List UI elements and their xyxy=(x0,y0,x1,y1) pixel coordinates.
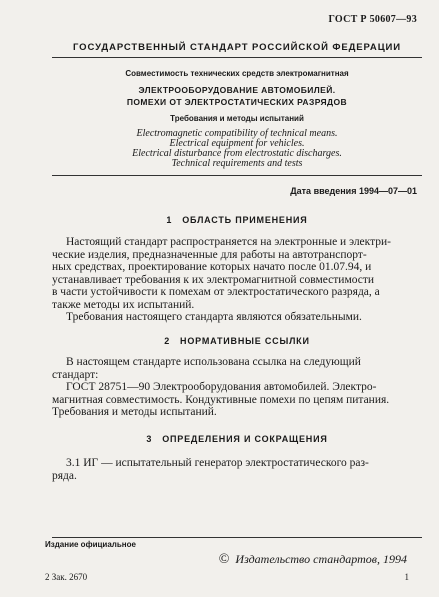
section-title: НОРМАТИВНЫЕ ССЫЛКИ xyxy=(180,336,310,346)
publisher-text: Издательство стандартов, 1994 xyxy=(235,552,407,566)
standard-title-line-2: ПОМЕХИ ОТ ЭЛЕКТРОСТАТИЧЕСКИХ РАЗРЯДОВ xyxy=(126,97,348,107)
standard-subtitle: Совместимость технических средств электромагнитная xyxy=(125,69,349,78)
text-line: в части устойчивости к помехам от электростатического разряда, а xyxy=(52,286,380,298)
text-line: 3.1 ИГ — испытательный генератор электростатического раз- xyxy=(66,457,369,469)
section-number: 1 xyxy=(166,215,173,225)
text-line: ГОСТ 28751—90 Электрооборудования автомобилей. Электро- xyxy=(66,381,377,393)
text-line: также методы их испытаний. xyxy=(52,298,195,311)
top-rule xyxy=(52,57,422,58)
english-title-line-2: Electrical equipment for vehicles. xyxy=(169,138,305,149)
text-line: Настоящий стандарт распространяется на электронные и электри- xyxy=(66,236,391,248)
section-number: 3 xyxy=(146,434,153,444)
standard-methods-line: Требования и методы испытаний xyxy=(170,114,304,123)
section-number: 2 xyxy=(164,336,171,346)
gost-number: ГОСТ Р 50607—93 xyxy=(328,14,417,25)
text-line: ных средствах, проектирование которых начато после 01.07.94, и xyxy=(52,261,372,273)
english-title-line-3: Electrical disturbance from electrostatic discharges. xyxy=(132,148,342,159)
page-number: 1 xyxy=(404,572,409,582)
section-title: ОБЛАСТЬ ПРИМЕНЕНИЯ xyxy=(182,215,308,225)
section-1-heading xyxy=(52,215,422,225)
section-3-body xyxy=(52,457,422,482)
text-line: Требования и методы испытаний. xyxy=(52,406,217,418)
section-2-body xyxy=(52,356,422,419)
english-title-line-4: Technical requirements and tests xyxy=(171,158,303,169)
bottom-rule xyxy=(52,537,422,538)
copyright-icon: © xyxy=(218,552,230,567)
english-title-line-1: Electromagnetic compatibility of technical means. xyxy=(136,128,338,139)
middle-rule xyxy=(52,175,422,176)
section-1-body xyxy=(52,236,422,324)
text-line: Требования настоящего стандарта являются обязательными. xyxy=(66,311,362,323)
text-line: устанавливает требования к их электромагнитной совместимости xyxy=(52,273,375,286)
text-line: В настоящем стандарте использована ссылка на следующий xyxy=(66,356,361,368)
standard-title-line-1: ЭЛЕКТРООБОРУДОВАНИЕ АВТОМОБИЛЕЙ. xyxy=(138,85,336,95)
section-title: ОПРЕДЕЛЕНИЯ И СОКРАЩЕНИЯ xyxy=(162,434,328,444)
order-number: 2 Зак. 2670 xyxy=(45,572,88,582)
state-standard-heading: ГОСУДАРСТВЕННЫЙ СТАНДАРТ РОССИЙСКОЙ ФЕДЕРАЦИИ xyxy=(73,42,401,53)
text-line: магнитная совместимость. Кондуктивные помехи по цепям питания. xyxy=(52,393,390,406)
publisher-copyright xyxy=(219,552,407,568)
section-2-heading xyxy=(52,336,422,346)
official-edition-label: Издание официальное xyxy=(45,540,136,549)
section-3-heading xyxy=(52,434,422,444)
text-line: стандарт: xyxy=(52,368,99,381)
text-line: ряда. xyxy=(52,469,77,482)
text-line: ческие изделия, предназначенные для работы на автотранспорт- xyxy=(52,248,367,261)
introduction-date: Дата введения 1994—07—01 xyxy=(290,186,417,196)
